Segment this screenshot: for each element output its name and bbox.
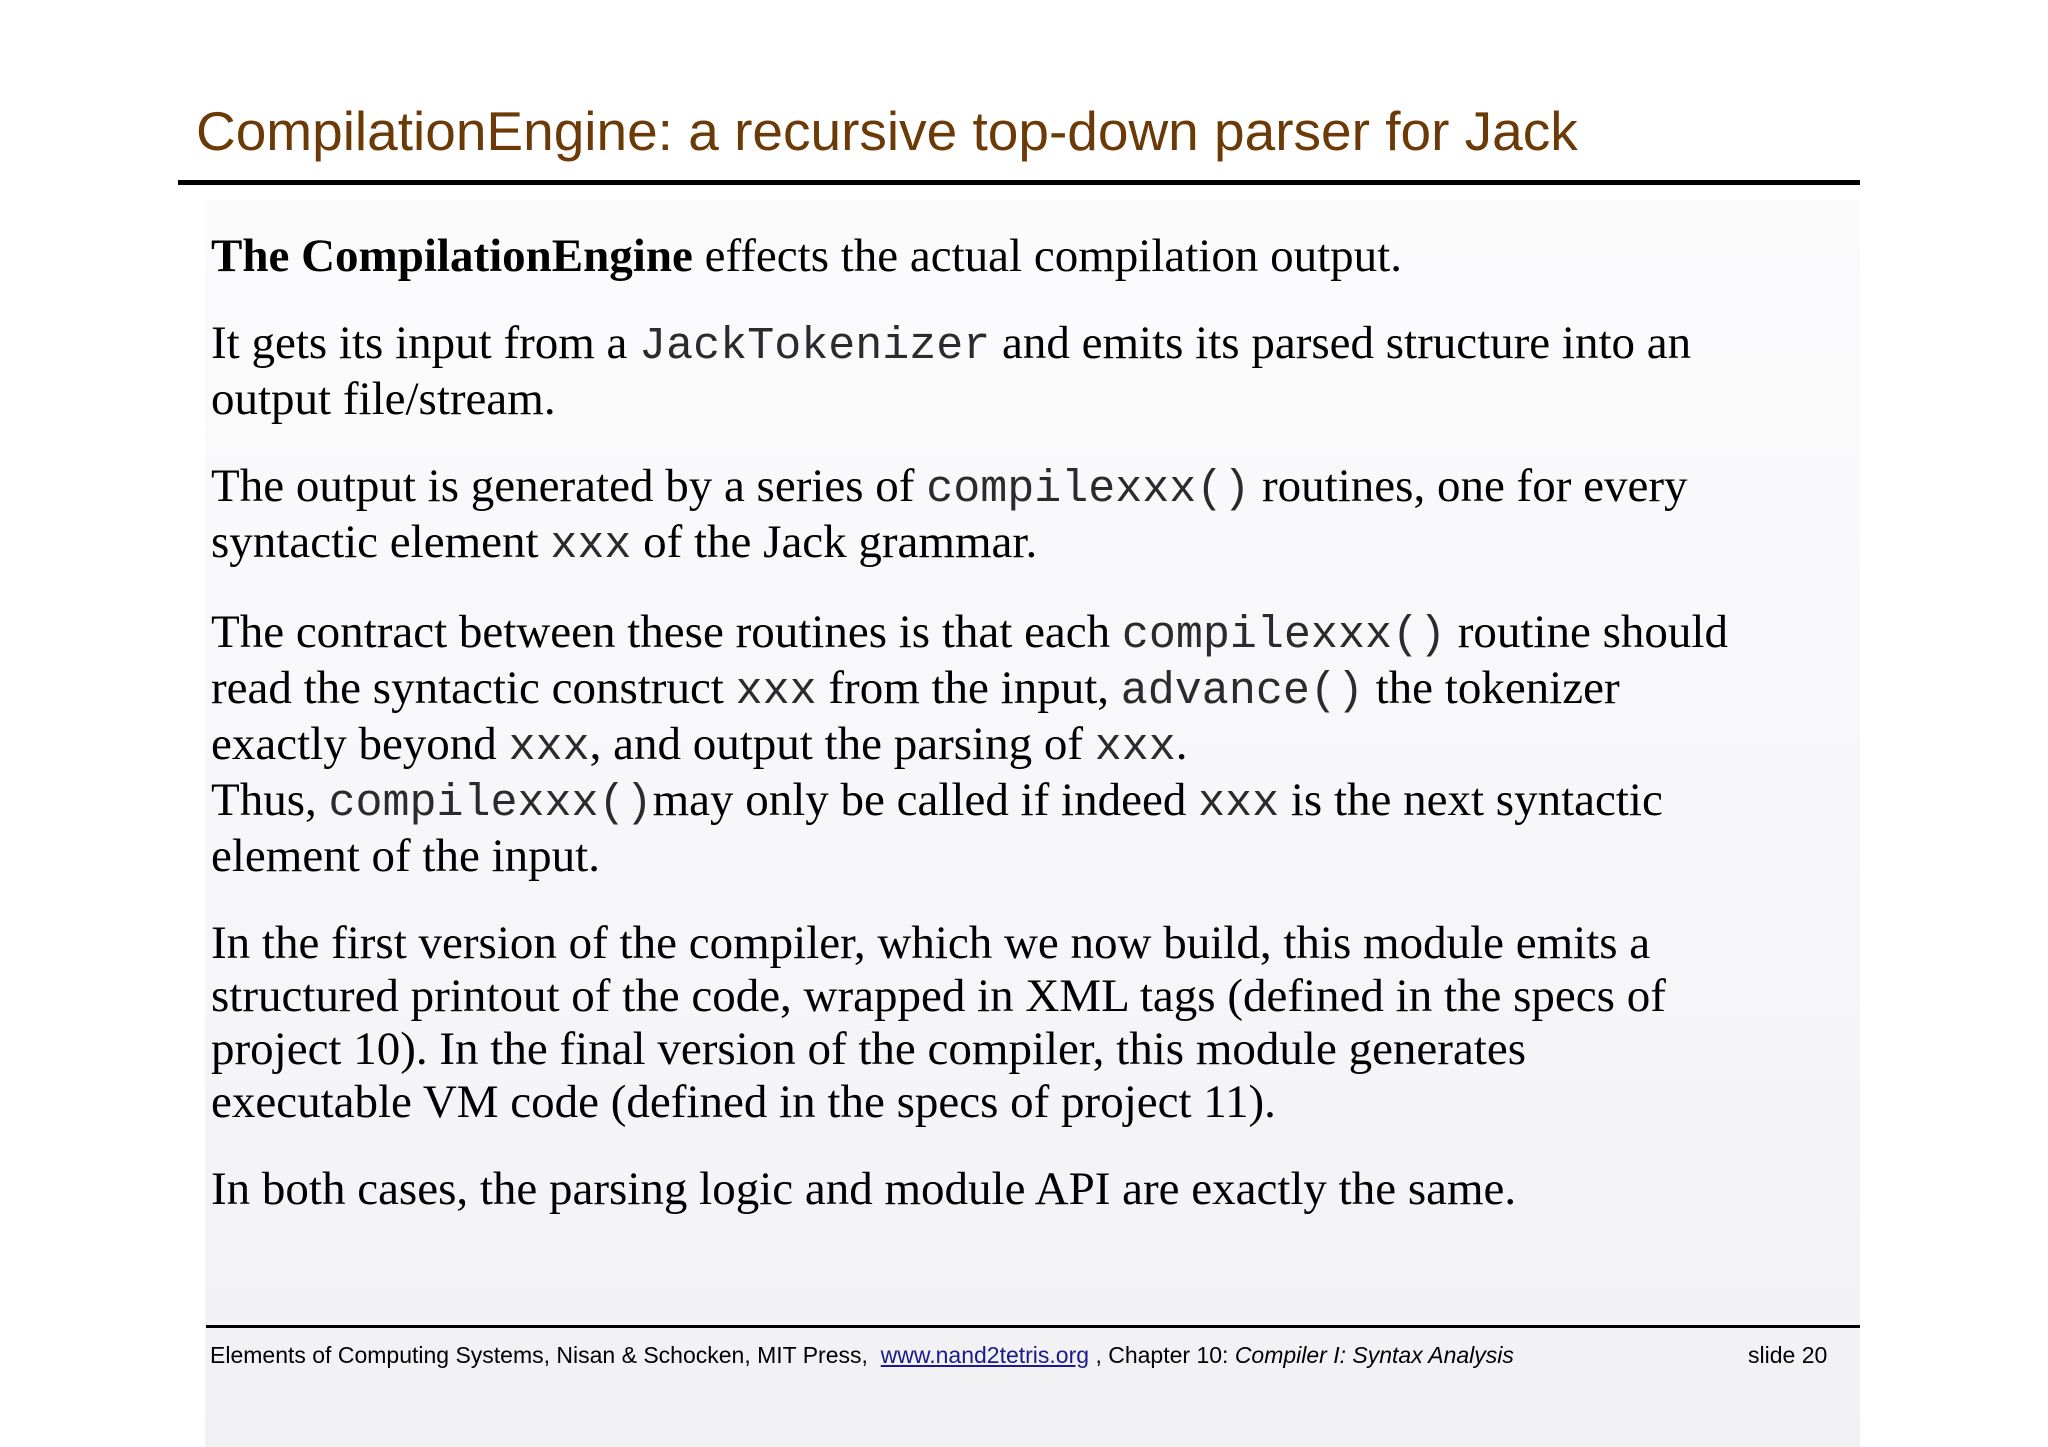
code-term: xxx: [550, 520, 632, 571]
line: [211, 606, 1851, 662]
paragraph-1: [211, 230, 1851, 283]
paragraph-3: [211, 460, 1851, 572]
website-link[interactable]: www.nand2tetris.org: [880, 1342, 1090, 1368]
chapter-title: Compiler I: Syntax Analysis: [1234, 1342, 1514, 1368]
slide-body: [211, 230, 1851, 1250]
text: .: [1175, 718, 1188, 770]
code-term: xxx: [735, 666, 817, 717]
code-term: advance(): [1120, 666, 1364, 717]
text: The contract between these routines is that each: [211, 606, 1122, 658]
line: executable VM code (defined in the specs of project 11).: [211, 1076, 1276, 1128]
line: [211, 317, 1851, 373]
text: The output is generated by a series of: [211, 460, 927, 512]
footer-divider: [206, 1325, 1860, 1328]
text: It gets its input from a: [211, 317, 640, 369]
line: element of the input.: [211, 830, 600, 882]
bold-term: The CompilationEngine: [211, 230, 693, 282]
text: Thus,: [211, 774, 329, 826]
title-divider: [178, 180, 1860, 185]
line: [211, 460, 1851, 516]
text: the tokenizer: [1363, 662, 1620, 714]
footer-middle: , Chapter 10:: [1089, 1342, 1235, 1368]
text: may only be called if indeed: [652, 774, 1199, 826]
code-term: compilexxx(): [1121, 610, 1446, 661]
line: [211, 774, 1851, 830]
paragraph-2: [211, 317, 1851, 426]
footer-citation: [210, 1341, 1514, 1369]
paragraph-4: [211, 606, 1851, 883]
footer-prefix: Elements of Computing Systems, Nisan & Schocken, MIT Press,: [210, 1342, 881, 1368]
code-term: xxx: [508, 722, 590, 773]
text: , and output the parsing of: [589, 718, 1095, 770]
text: exactly beyond: [211, 718, 509, 770]
line: [211, 662, 1851, 718]
line: [211, 516, 1851, 572]
text: syntactic element: [211, 516, 551, 568]
code-term: compilexxx(): [328, 778, 653, 829]
slide-title: CompilationEngine: a recursive top-down parser for Jack: [196, 100, 1578, 162]
text: of the Jack grammar.: [631, 516, 1038, 568]
code-term: JackTokenizer: [639, 321, 991, 372]
text: from the input,: [816, 662, 1121, 714]
line: In the first version of the compiler, which we now build, this module emits a: [211, 917, 1651, 969]
slide-number: slide 20: [1748, 1342, 1828, 1368]
text: effects the actual compilation output.: [692, 230, 1402, 282]
text: and emits its parsed structure into an: [990, 317, 1692, 369]
line: project 10). In the final version of the compiler, this module generates: [211, 1023, 1527, 1075]
code-term: xxx: [1094, 722, 1176, 773]
text: routines, one for every: [1250, 460, 1688, 512]
line: [211, 718, 1851, 774]
line: structured printout of the code, wrapped in XML tags (defined in the specs of: [211, 970, 1666, 1022]
text: is the next syntactic: [1279, 774, 1663, 826]
line: output file/stream.: [211, 373, 556, 425]
code-term: xxx: [1198, 778, 1280, 829]
text: read the syntactic construct: [211, 662, 736, 714]
code-term: compilexxx(): [926, 464, 1251, 515]
paragraph-6: In both cases, the parsing logic and module API are exactly the same.: [211, 1163, 1517, 1215]
paragraph-5: [211, 917, 1851, 1129]
text: routine should: [1445, 606, 1728, 658]
